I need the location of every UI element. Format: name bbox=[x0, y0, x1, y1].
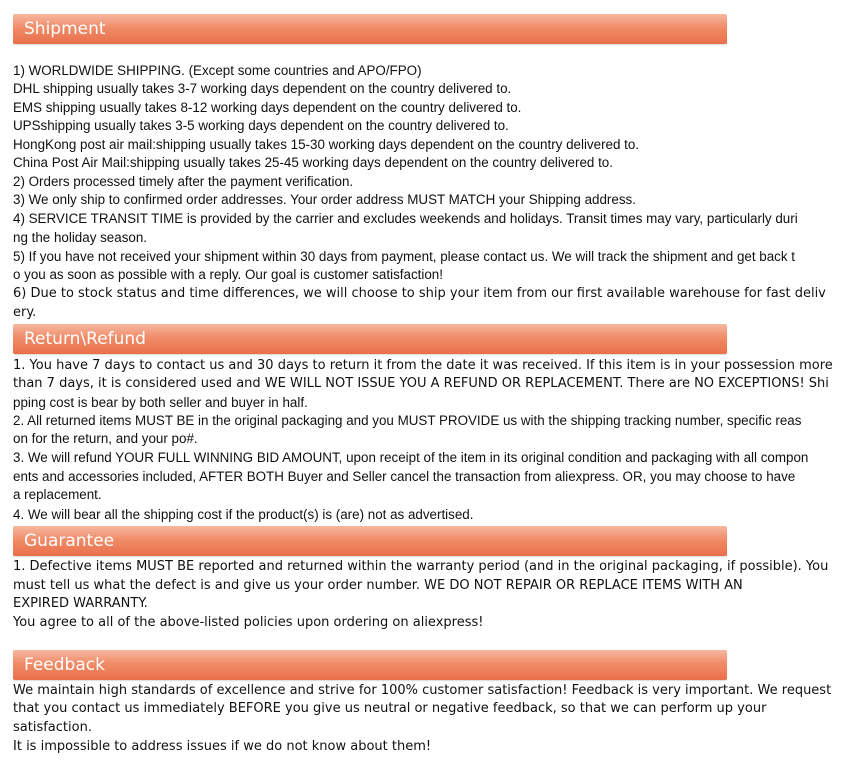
policy-line: China Post Air Mail:shipping usually takes 25-45 working days dependent on the country delivered to. bbox=[13, 155, 613, 170]
policy-line: pping cost is bear by both seller and buyer in half. bbox=[13, 395, 308, 410]
policy-line: 3. We will refund YOUR FULL WINNING BID AMOUNT, upon receipt of the item in its original condition and packaging with all compon bbox=[13, 450, 809, 465]
policy-line: 3) We only ship to confirmed order addresses. Your order address MUST MATCH your Shipping address. bbox=[13, 192, 636, 207]
policy-line: 1) WORLDWIDE SHIPPING. (Except some countries and APO/FPO) bbox=[13, 63, 422, 78]
policy-line: It is impossible to address issues if we do not know about them! bbox=[13, 739, 432, 754]
policy-line: satisfaction. bbox=[13, 720, 92, 735]
policy-line: on for the return, and your po#. bbox=[13, 431, 198, 446]
section-header-guarantee bbox=[13, 526, 727, 556]
policy-line: 2. All returned items MUST BE in the original packaging and you MUST PROVIDE us with the shipping tracking number, specific reas bbox=[13, 413, 802, 428]
section-title: Feedback bbox=[24, 655, 105, 675]
policy-line: HongKong post air mail:shipping usually takes 15-30 working days dependent on the country delivered to. bbox=[13, 137, 640, 152]
policy-line: EMS shipping usually takes 8-12 working days dependent on the country delivered to. bbox=[13, 100, 522, 115]
policy-line: 5) If you have not received your shipment within 30 days from payment, please contact us. We will track the shipment and get back t bbox=[13, 249, 796, 264]
policy-line: EXPIRED WARRANTY. bbox=[13, 596, 148, 611]
policy-line: 1. You have 7 days to contact us and 30 days to return it from the date it was received. If this item is in your possession more bbox=[13, 358, 833, 373]
section-title: Return\Refund bbox=[24, 329, 146, 349]
policy-line: a replacement. bbox=[13, 487, 102, 502]
section-title: Shipment bbox=[24, 19, 106, 39]
policy-line: 4) SERVICE TRANSIT TIME is provided by the carrier and excludes weekends and holidays. Transit times may vary, particularly duri bbox=[13, 211, 798, 226]
policy-line: We maintain high standards of excellence and strive for 100% customer satisfaction! Feedback is very important. We request bbox=[13, 683, 832, 698]
policy-line: must tell us what the defect is and give us your order number. WE DO NOT REPAIR OR REPLACE ITEMS WITH AN bbox=[13, 578, 743, 593]
policy-line: o you as soon as possible with a reply. Our goal is customer satisfaction! bbox=[13, 267, 443, 282]
policy-line: 4. We will bear all the shipping cost if the product(s) is (are) not as advertised. bbox=[13, 507, 474, 522]
policy-line: 1. Defective items MUST BE reported and returned within the warranty period (and in the original packaging, if possible). You bbox=[13, 559, 829, 574]
policy-line: You agree to all of the above-listed policies upon ordering on aliexpress! bbox=[13, 615, 484, 630]
section-title: Guarantee bbox=[24, 531, 115, 551]
policy-line: 2) Orders processed timely after the payment verification. bbox=[13, 174, 354, 189]
policy-line: ng the holiday season. bbox=[13, 230, 148, 245]
section-header-shipment bbox=[13, 14, 727, 44]
policy-line: that you contact us immediately BEFORE you give us neutral or negative feedback, so that we can perform up your bbox=[13, 701, 767, 716]
policy-line: UPSshipping usually takes 3-5 working days dependent on the country delivered to. bbox=[13, 118, 509, 133]
section-header-return-refund bbox=[13, 324, 727, 354]
policy-line: ery. bbox=[13, 305, 37, 320]
policy-line: DHL shipping usually takes 3-7 working days dependent on the country delivered to. bbox=[13, 81, 512, 96]
policy-line: ents and accessories included, AFTER BOTH Buyer and Seller cancel the transaction from aliexpress. OR, you may choose to have bbox=[13, 469, 796, 484]
policy-line: 6) Due to stock status and time differences, we will choose to ship your item from our first available warehouse for fast deliv bbox=[13, 286, 826, 301]
section-header-feedback bbox=[13, 650, 727, 680]
policy-line: than 7 days, it is considered used and WE WILL NOT ISSUE YOU A REFUND OR REPLACEMENT. There are NO EXCEPTIONS! Shi bbox=[13, 376, 829, 391]
